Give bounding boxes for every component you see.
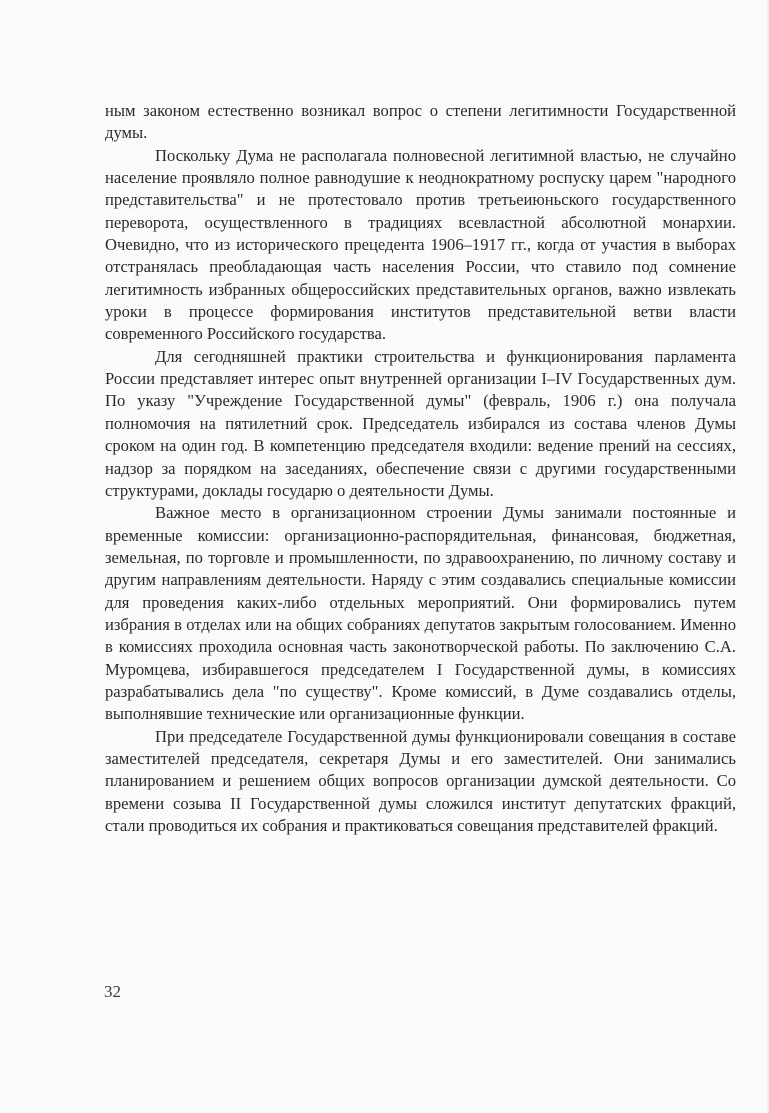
paragraph-internal-organization: Для сегодняшней практики строительства и функционирования парламента России представляет интерес опыт внутренней организации I–IV Государственных дум. По указу "Учреждение Государственной думы" (февраль, 1906 г.) она получала полномочия на пятилетний срок. Председатель избирался из состава членов Думы сроком на один год. В компетенцию председателя входили: ведение прений на сессиях, надзор за порядком на заседаниях, обеспечение связи с другими государственными структурами, доклады государю о деятельности Думы. [105,346,736,500]
paragraph-legitimacy: Поскольку Дума не располагала полновесной легитимной властью, не случайно население проявляло полное равнодушие к неоднократному роспуску царем "народного представительства" и не протестовало против третьеиюньского государственного переворота, осуществленного в традициях всевластной абсолютной монархии. Очевидно, что из исторического прецедента 1906–1917 гг., когда от участия в выборах отстранялась преобладающая часть населения России, что ставило под сомнение легитимность избранных общероссийских представительных органов, важно извлекать уроки в процессе формирования институтов представительной ветви власти современного Российского государства. [105,145,736,344]
paragraph-meetings-factions: При председателе Государственной думы функционировали совещания в составе заместителей председателя, секретаря Думы и его заместителей. Они занимались планированием и решением общих вопросов организации думской деятельности. Со времени созыва II Государственной думы сложился институт депутатских фракций, стали проводиться их собрания и практиковаться совещания представителей фракций. [105,726,736,835]
paragraph-continuation: ным законом естественно возникал вопрос о степени легитимности Государственной думы. [105,101,736,143]
page-number: 32 [104,982,121,1001]
body-text [105,100,736,837]
paragraph-commissions: Важное место в организационном строении Думы занимали постоянные и временные комиссии: организационно-распорядительная, финансовая, бюджетная, земельная, по торговле и промышленности, по здравоохранению, по личному составу и другим направлениям деятельности. Наряду с этим создавались специальные комиссии для проведения каких-либо отдельных мероприятий. Они формировались путем избрания в отделах или на общих собраниях депутатов закрытым голосованием. Именно в комиссиях проходила основная часть законотворческой работы. По заключению С.А. Муромцева, избиравшегося председателем I Государственной думы, в комиссиях разрабатывались дела "по существу". Кроме комиссий, в Думе создавались отделы, выполнявшие технические или организационные функции. [105,503,736,724]
